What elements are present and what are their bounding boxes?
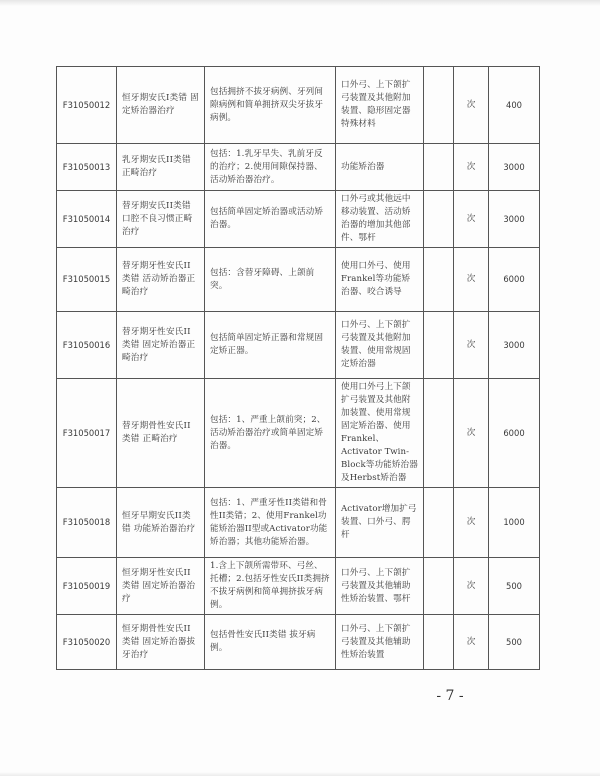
scan-top-shadow (0, 0, 600, 6)
item-price: 500 (489, 615, 540, 670)
item-code: F31050017 (57, 379, 117, 488)
item-extra-materials: 口外弓、上下颌扩弓装置及其他附加装置、隐形固定器特殊材料 (336, 67, 424, 144)
item-code: F31050018 (57, 488, 117, 558)
item-name: 恒牙早期安氏II类错 功能矫治器治疗 (117, 488, 205, 558)
item-content: 包括：1、严重上颌前突；2、活动矫治器治疗或简单固定矫治器。 (205, 379, 336, 488)
item-price: 6000 (489, 379, 540, 488)
table-row (57, 67, 540, 144)
item-name: 恒牙期安氏Ⅰ类错 固定矫治器治疗 (117, 67, 205, 144)
page-number: - 7 - (436, 688, 464, 704)
item-price: 3000 (489, 191, 540, 248)
item-code: F31050012 (57, 67, 117, 144)
item-unit: 次 (454, 558, 489, 615)
item-extra-materials: 口外弓、上下颌扩弓装置及其他辅助性矫治装置、鄂杆 (336, 558, 424, 615)
item-name: 替牙期安氏II类错 口腔不良习惯正畸治疗 (117, 191, 205, 248)
item-unit: 次 (454, 191, 489, 248)
fee-schedule-table (56, 66, 540, 670)
item-content: 包括：1.乳牙早失、乳前牙反的治疗；2.使用间隙保持器、活动矫治器治疗。 (205, 144, 336, 191)
item-extra-materials: Activator增加扩弓装置、口外弓、腭杆 (336, 488, 424, 558)
item-code: F31050015 (57, 248, 117, 312)
item-exclusions (424, 312, 454, 379)
item-price: 400 (489, 67, 540, 144)
item-content: 包括拥挤不拔牙病例、牙列间隙病例和简单拥挤双尖牙拔牙病例。 (205, 67, 336, 144)
item-extra-materials: 口外弓、上下颌扩弓装置及其他辅助性矫治装置 (336, 615, 424, 670)
item-exclusions (424, 488, 454, 558)
item-name: 乳牙期安氏II类错 正畸治疗 (117, 144, 205, 191)
item-code: F31050020 (57, 615, 117, 670)
table-row (57, 248, 540, 312)
item-unit: 次 (454, 312, 489, 379)
item-price: 3000 (489, 144, 540, 191)
item-code: F31050016 (57, 312, 117, 379)
item-unit: 次 (454, 248, 489, 312)
item-unit: 次 (454, 488, 489, 558)
item-extra-materials: 口外弓、上下颌扩弓装置及其他附加装置、使用常规固定矫治器 (336, 312, 424, 379)
item-extra-materials: 口外弓或其他远中移动装置、活动矫治器的增加其他部件、鄂杆 (336, 191, 424, 248)
item-code: F31050013 (57, 144, 117, 191)
table-row (57, 144, 540, 191)
table-row (57, 488, 540, 558)
item-extra-materials: 使用口外弓、使用Frankel等功能矫治器、咬合诱导 (336, 248, 424, 312)
item-exclusions (424, 248, 454, 312)
item-price: 1000 (489, 488, 540, 558)
item-content: 包括简单固定矫正器和常规固定矫正器。 (205, 312, 336, 379)
table-row (57, 312, 540, 379)
item-name: 恒牙期牙性安氏II类错 固定矫治器治疗 (117, 558, 205, 615)
item-name: 替牙期牙性安氏II类错 活动矫治器正畸治疗 (117, 248, 205, 312)
item-unit: 次 (454, 67, 489, 144)
item-name: 恒牙期骨性安氏II类错 固定矫治器拔牙治疗 (117, 615, 205, 670)
item-content: 包括：含替牙障碍、上颌前突。 (205, 248, 336, 312)
item-name: 替牙期牙性安氏II类错 固定矫治器正畸治疗 (117, 312, 205, 379)
item-content: 包括简单固定矫治器或活动矫治器。 (205, 191, 336, 248)
item-price: 500 (489, 558, 540, 615)
item-exclusions (424, 67, 454, 144)
item-content: 1.含上下颌所需带环、弓丝、托槽；2.包括牙性安氏II类拥挤不拔牙病例和简单拥挤拔牙病例。 (205, 558, 336, 615)
item-exclusions (424, 144, 454, 191)
item-price: 3000 (489, 312, 540, 379)
table-row (57, 558, 540, 615)
item-exclusions (424, 558, 454, 615)
item-price: 6000 (489, 248, 540, 312)
item-exclusions (424, 191, 454, 248)
item-unit: 次 (454, 615, 489, 670)
item-content: 包括骨性安氏II类错 拔牙病例。 (205, 615, 336, 670)
item-name: 替牙期骨性安氏II类错 正畸治疗 (117, 379, 205, 488)
item-unit: 次 (454, 379, 489, 488)
item-content: 包括：1、严重牙性II类错和骨性II类错；2、使用Frankel功能矫治器II型或Activator功能矫治器；其他功能矫治器。 (205, 488, 336, 558)
item-code: F31050014 (57, 191, 117, 248)
table-row (57, 379, 540, 488)
item-extra-materials: 功能矫治器 (336, 144, 424, 191)
table-row (57, 191, 540, 248)
item-exclusions (424, 615, 454, 670)
item-exclusions (424, 379, 454, 488)
scan-bottom-shadow (0, 772, 600, 776)
item-unit: 次 (454, 144, 489, 191)
item-extra-materials: 使用口外弓上下颌扩弓装置及其他附加装置、使用常规固定矫治器、使用Frankel、Activator Twin-Block等功能矫治器及Herbst矫治器 (336, 379, 424, 488)
item-code: F31050019 (57, 558, 117, 615)
table-row (57, 615, 540, 670)
